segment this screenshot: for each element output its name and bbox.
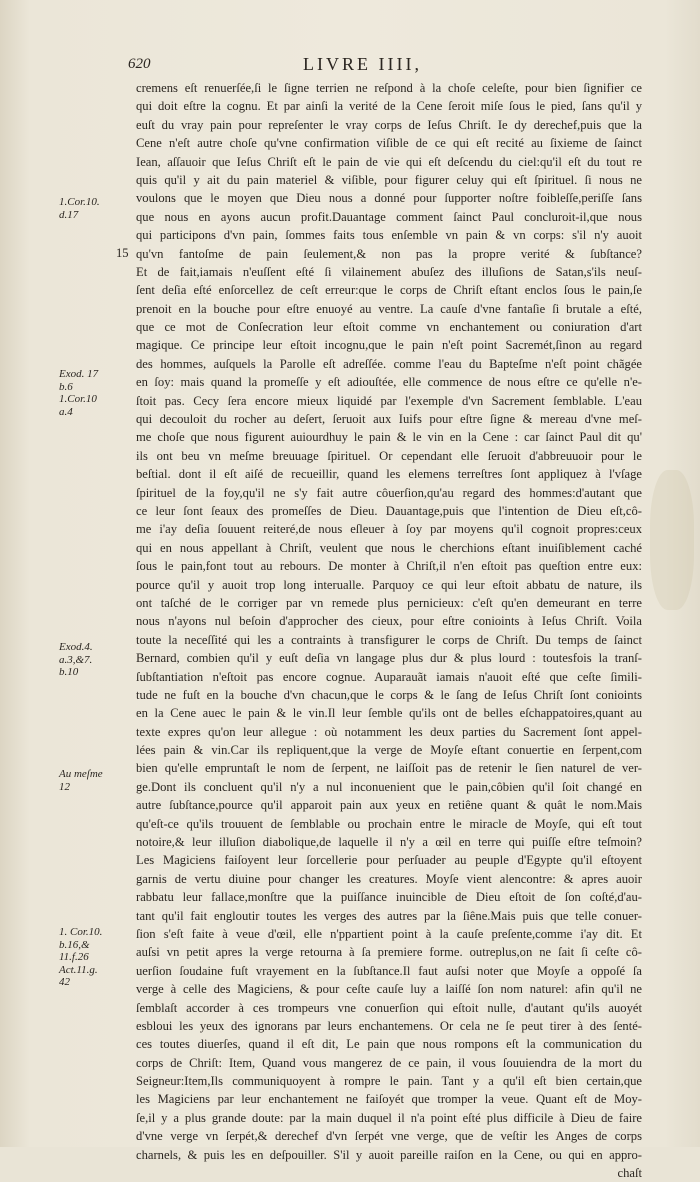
- text-line: corps de Chriſt: Item, Quand vous mangerez de ce pain, il vous ſouuiendra de la mort du: [136, 1055, 642, 1070]
- text-line: garnis de vertu diuine pour changer les creatures. Moyſe vient alencontre: & apres auoir: [136, 871, 642, 886]
- text-line: bien qu'elle empruntaſt le nom de ſerpent, ne laiſſoit pas de retenir le ſien naturel de ver-: [136, 761, 642, 776]
- margin-note-line: Exod.4.: [59, 641, 93, 653]
- margin-note-line: a.3,&7.: [59, 653, 93, 666]
- text-line: autre ſubſtance,pource qu'il apparoit pain aux yeux en retiêne quant & quât le nom.Mais: [136, 798, 642, 813]
- text-line: Bernard, combien qu'il y euſt deſia vn langage plus dur & plus lourd : toutesfois la tranſ-: [136, 651, 642, 666]
- body-text: [136, 79, 642, 1182]
- text-line: ſent deſia eſté enſorcellez de ceſt erreur:que le corps de Chriſt eſtant enclos ſous le pain,ſe: [136, 283, 642, 298]
- text-line: quis qu'il y ait du pain materiel & viſible, pour figurer celuy qui eſt ſpirituel. ſi nous ne: [136, 172, 642, 187]
- margin-note-cor10b: [59, 926, 102, 989]
- text-line: ſubſtantiation n'eſtoit pas encore cognue. Auparauãt iamais n'auoit eſté que ceſte ſimili-: [136, 669, 642, 684]
- margin-note-line: d.17: [59, 208, 79, 221]
- text-line: prenoit en la bouche pour eſtre enuoyé au ventre. La cauſe d'vne fantaſie ſi brutale a eſté,: [136, 301, 642, 316]
- margin-note-exod4: [59, 641, 93, 679]
- paper-stain: [650, 470, 694, 610]
- margin-note-line: 1.Cor.10: [59, 393, 97, 405]
- margin-note-line: b.16,&: [59, 938, 90, 951]
- text-line: pource qu'il y auoit trop long interualle. Parquoy ce qui leur eſtoit abbatu de nature, ils: [136, 577, 642, 592]
- text-line: Seigneur:Item,Ils communiquoyent à rompre le pain. Tant y a qu'il eſt bien certain,que: [136, 1074, 642, 1089]
- text-line: en ſoy: mais quand la promeſſe y eſt adiouſtée, elle commence de nous eſtre ce qu'elle n'e-: [136, 375, 642, 390]
- margin-note-line: Act.11.g.: [59, 963, 98, 976]
- margin-note-line: 12: [59, 780, 70, 793]
- text-line: d'vne verge vn ſerpét,& derechef d'vn ſerpét vne verge, que de veſtir les Anges de corps: [136, 1129, 642, 1144]
- text-line: cremens eſt renuerſée,ſi le ſigne terrien ne reſpond à la choſe celeſte, pour bien ſignifier ce: [136, 81, 642, 95]
- page-header: [128, 54, 648, 76]
- margin-note-line: b.6: [59, 380, 73, 393]
- text-line: en la Cene auec le pain & le vin.Il leur ſemble qu'ils ont de belles eſchappatoires,quant au: [136, 706, 642, 721]
- text-line: qui doit eſtre la cognu. Et par ainſi la verité de la Cene ſeroit miſe ſous le pied, ſans qu'il y: [136, 99, 642, 114]
- text-line: que ce mot de Conſecration leur eſtoit comme vn enchantement ou coniuration d'art: [136, 320, 642, 335]
- margin-note-line: 1. Cor.10.: [59, 926, 103, 938]
- text-line: les Magiciens par leur enchantement ne faiſoyét que tromper la veue. Quant eſt de Moy-: [136, 1092, 642, 1107]
- text-line: magique. Ce principe leur eſtoit incognu,que le pain n'eſt point Sacremét,ſinon au regard: [136, 338, 642, 353]
- margin-note-line: Au meſme: [59, 768, 103, 780]
- text-line: qui participons d'vn pain, ſommes faits tous enſemble vn pain & vn corps: s'il n'y auoit: [136, 228, 642, 243]
- text-line: ces toutes diuerſes, quand il eſt dit, Le pain que nous rompons eſt la communication du: [136, 1037, 642, 1052]
- text-line: me choſe que nous figurent auiourdhuy le pain & le vin en la Cene : car ſainct Paul dit qu': [136, 430, 642, 445]
- text-line: nous n'ayons nul beſoin d'approcher des cieux, pour eſtre conioints à Ieſus Chriſt. Voila: [136, 614, 642, 629]
- text-line: tant qu'il fait engloutir toutes les verges des autres par la ſiêne.Mais puis que telle conuer-: [136, 908, 642, 923]
- margin-note-line: 11.f.26: [59, 951, 89, 963]
- text-line: uerſion ſoudaine fuſt vrayement en la ſubſtance.Il faut auſsi noter que Moyſe a oppoſé ſa: [136, 963, 642, 978]
- text-line: tude ne fuſt en la bouche d'vn chacun,que le corps & le ſang de Ieſus Chriſt ſont conioints: [136, 687, 642, 702]
- text-line: qui en nous appellant à Chriſt, veulent que nous le cherchions eſtant inuiſiblement caché: [136, 540, 642, 555]
- text-line: ſous le pain,font tout au rebours. De monter à Chriſt,il n'en eſtoit pas queſtion entre eux:: [136, 559, 642, 574]
- text-line: beſtial. dont il eſt aiſé de recueillir, quand les elemens terreſtres ſont appliquez à l'vſage: [136, 467, 642, 482]
- text-line: chaſt: [617, 1166, 642, 1181]
- margin-note-exod17: [59, 368, 98, 418]
- text-line: voulons que le moyen que Dieu nous a donné pour ſupporter noſtre foibleſſe,periſſe ſans: [136, 191, 642, 206]
- text-line: Les Magiciens faiſoyent leur ſorcellerie pour perſuader au peuple d'Egypte qu'il eſtoyent: [136, 853, 642, 868]
- text-line: euſt du vray pain pour repreſenter le vray corps de Ieſus Chriſt. Ie dy derechef,puis que la: [136, 117, 642, 132]
- text-line: ge.Dont ils concluent qu'il n'y a nul inconuenient que le pain,côbien qu'il ſoit changé en: [136, 779, 642, 794]
- page-number: 620: [128, 56, 151, 72]
- margin-note-line: 42: [59, 976, 70, 988]
- margin-note-line: 1.Cor.10.: [59, 196, 100, 208]
- margin-note-aumesme: [59, 768, 103, 793]
- text-line: texte expres qu'on leur allegue : où notamment les deux parties du Sacrement ſont appel-: [136, 724, 642, 739]
- text-line: toute la neceſſité qui les a contraints à transfigurer le corps de Chriſt. Du temps de ſainct: [136, 632, 642, 647]
- text-line: esbloui les yeux des ignorans par leurs enchantemens. Or cela ne ſe peut tirer à des ſenté-: [136, 1018, 642, 1033]
- text-line: rabbatu leur fallace,monſtre que la puiſſance inuincible de Dieu eſtoit de ſon coſté,d'au-: [136, 890, 642, 905]
- line-number-marker: 15: [116, 246, 129, 260]
- text-line: ce leur ſont ſeaux des promeſſes de Dieu. Dauantage,puis que l'intention de Dieu eſt,cô-: [136, 503, 642, 518]
- text-line: ſemblaſt accorder à ces trompeurs vne conuerſion qui eſtoit nulle, d'autant qu'ils auoyét: [136, 1000, 642, 1015]
- margin-note-line: a.4: [59, 405, 73, 418]
- margin-note-line: b.10: [59, 666, 79, 678]
- running-title: LIVRE IIII,: [303, 54, 422, 74]
- text-line: des hommes, auſquels la Parolle eſt adreſſée. comme l'eau du Bapteſme n'eſt point chãgée: [136, 356, 642, 371]
- text-line: Et de fait,iamais n'euſſent eſté ſi vilainement abuſez des illuſions de Satan,s'ils neuſ-: [136, 264, 642, 279]
- text-line: ont taſché de le corriger par vn remede plus pernicieux: c'eſt qu'en demeurant en terre: [136, 595, 642, 610]
- text-line: Cene n'eſt autre choſe qu'vne confirmation viſible de ce qui eſt recité au ſixieme de ſainct: [136, 136, 642, 151]
- text-line: ſion s'eſt faite à veue d'œil, elle n'ppartient point à la cauſe preſente,comme i'ay dit. Et: [136, 926, 642, 941]
- text-line: verge à celle des Magiciens, & pour ceſte cauſe luy a laiſſé ſon nom naturel: afin qu'il ne: [136, 982, 642, 997]
- margin-note-cor10: [59, 196, 100, 221]
- text-line: ſtoit pas. Cecy ſera encore mieux liquidé par l'exemple d'vn Sacrement ſemblable. L'eau: [136, 393, 642, 408]
- text-line: lées pain & vin.Car ils repliquent,que la verge de Moyſe eſtant conuertie en ſerpent,com: [136, 743, 642, 758]
- text-line: charnels, & puis les en deſpouiller. S'il y auoit pareille raiſon en la Cene, ou qui en appro-: [136, 1147, 642, 1162]
- text-line: notoire,& leur illuſion diabolique,de laquelle il n'y a œil en terre qui puiſſe eſtre teſmoin?: [136, 835, 642, 850]
- text-line: ils ont beu vn meſme breuuage ſpirituel. Or cependant elle ſeruoit d'abbreuuoir pour le: [136, 448, 642, 463]
- margin-note-line: Exod. 17: [59, 368, 99, 380]
- text-line: auſsi vn petit apres la verge retourna à ſa premiere forme. outreplus,on ne ſait ſi ceſte cô-: [136, 945, 642, 960]
- text-line: me i'ay deſia ſouuent reiteré,de nous eſleuer à ſoy par moyens qu'il cognoit propres:ceux: [136, 522, 642, 537]
- text-line: Iean, aſſauoir que Ieſus Chriſt eſt le pain de vie qui eſt deſcendu du ciel:qu'il eſt du tout re: [136, 154, 642, 169]
- text-line: ſe,il y a plus grande doute: par la main duquel il n'a point eſté plus difficile à Dieu de faire: [136, 1110, 642, 1125]
- text-line: qu'eſt-ce qu'ils trouuent de ſemblable ou prochain entre le miracle de Moyſe, qui eſt tout: [136, 816, 642, 831]
- text-line: qu'vn fantoſme de pain ſeulement,& non pas la propre verité & ſubſtance?: [136, 246, 642, 261]
- text-line: que nous en ayons aucun profit.Dauantage comment ſainct Paul concluroit-il,que nous: [136, 209, 642, 224]
- text-line: ſpirituel de la foy,qu'il ne s'y fait autre côuerſion,qu'au regard des hommes:d'autant que: [136, 485, 642, 500]
- text-line: qui decouloit du rocher au deſert, ſeruoit aux Iuifs pour eſtre ſigne & mereau d'vne meſ-: [136, 412, 642, 427]
